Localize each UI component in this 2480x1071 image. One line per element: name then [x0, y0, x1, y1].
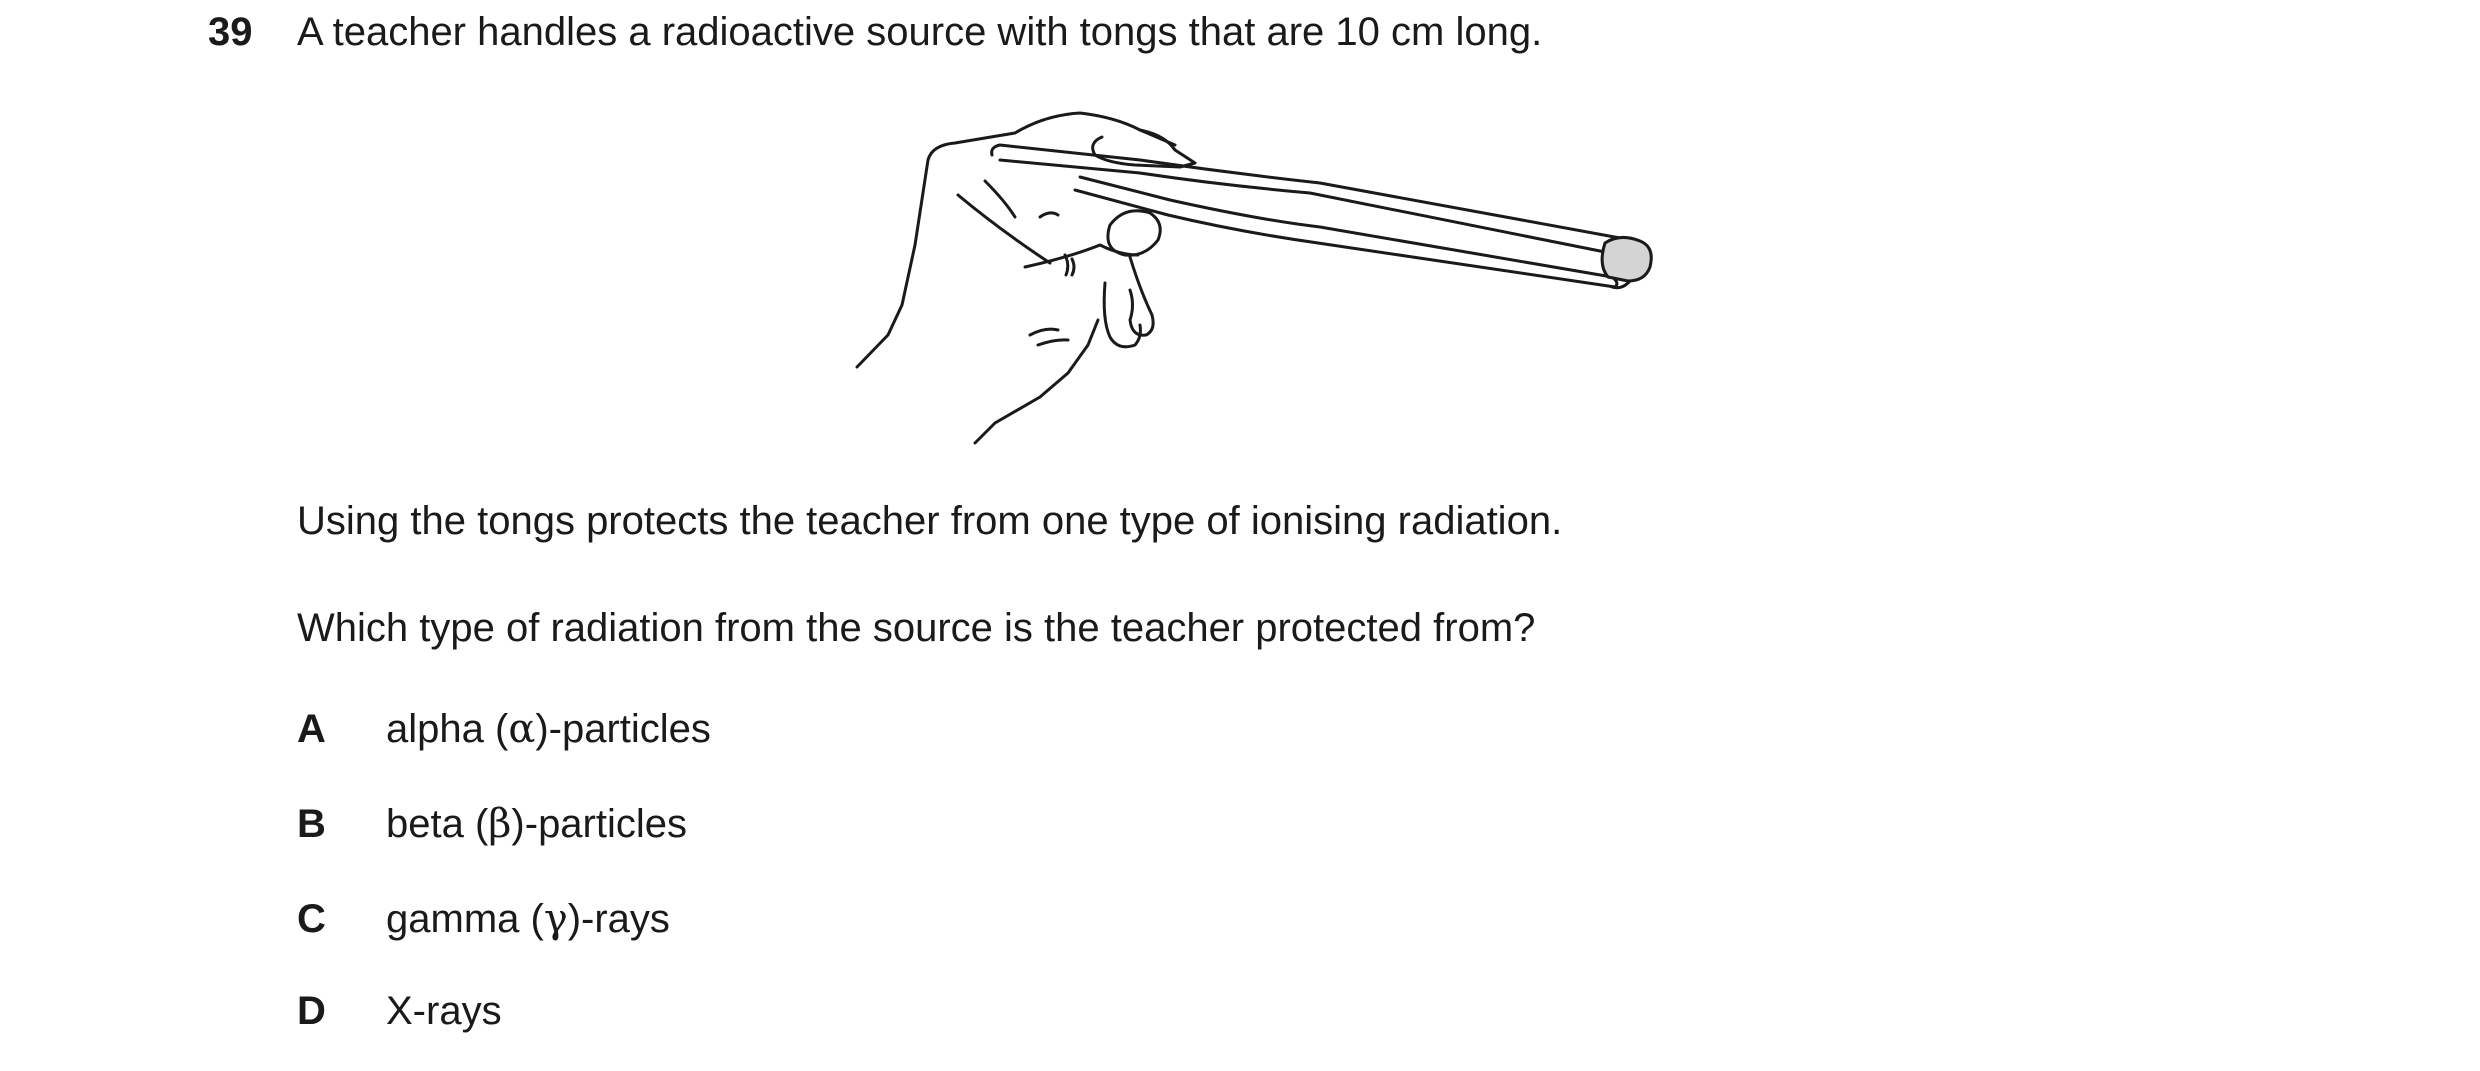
option-d-letter: D	[297, 989, 326, 1033]
hand-with-tongs-figure	[840, 105, 1660, 455]
wrist-right-line	[975, 320, 1098, 443]
tongs-lower-arm	[1075, 177, 1617, 287]
question-prompt: Which type of radiation from the source is the teacher protected from?	[297, 606, 1536, 650]
knuckle-crease-2	[985, 181, 1015, 217]
curled-finger-2	[1104, 283, 1140, 347]
hand-outline	[928, 113, 1175, 160]
option-b-letter: B	[297, 802, 326, 846]
palm-crease	[1065, 255, 1068, 275]
question-number: 39	[208, 10, 253, 54]
finger-crease	[1030, 329, 1058, 335]
thumb	[1108, 211, 1160, 255]
option-a-letter: A	[297, 707, 326, 751]
question-stem: A teacher handles a radioactive source with tongs that are 10 cm long.	[297, 10, 1543, 54]
option-b-text[interactable]: beta (β)-particles	[386, 801, 688, 847]
curled-finger	[1130, 257, 1153, 335]
question-statement: Using the tongs protects the teacher from one type of ionising radiation.	[297, 499, 1563, 543]
option-c-text[interactable]: gamma (γ)-rays	[386, 896, 670, 942]
option-a-text[interactable]: alpha (α)-particles	[386, 706, 711, 752]
knuckle-crease	[958, 195, 1050, 263]
finger-crease-2	[1038, 340, 1068, 345]
tongs-upper-inner	[1000, 160, 1610, 253]
wrist-left-line	[857, 160, 928, 367]
option-c-letter: C	[297, 897, 326, 941]
knuckle-crease-3	[1040, 213, 1058, 217]
option-d-text[interactable]: X-rays	[386, 989, 502, 1033]
radioactive-source	[1602, 237, 1651, 281]
palm-crease-2	[1072, 259, 1074, 275]
